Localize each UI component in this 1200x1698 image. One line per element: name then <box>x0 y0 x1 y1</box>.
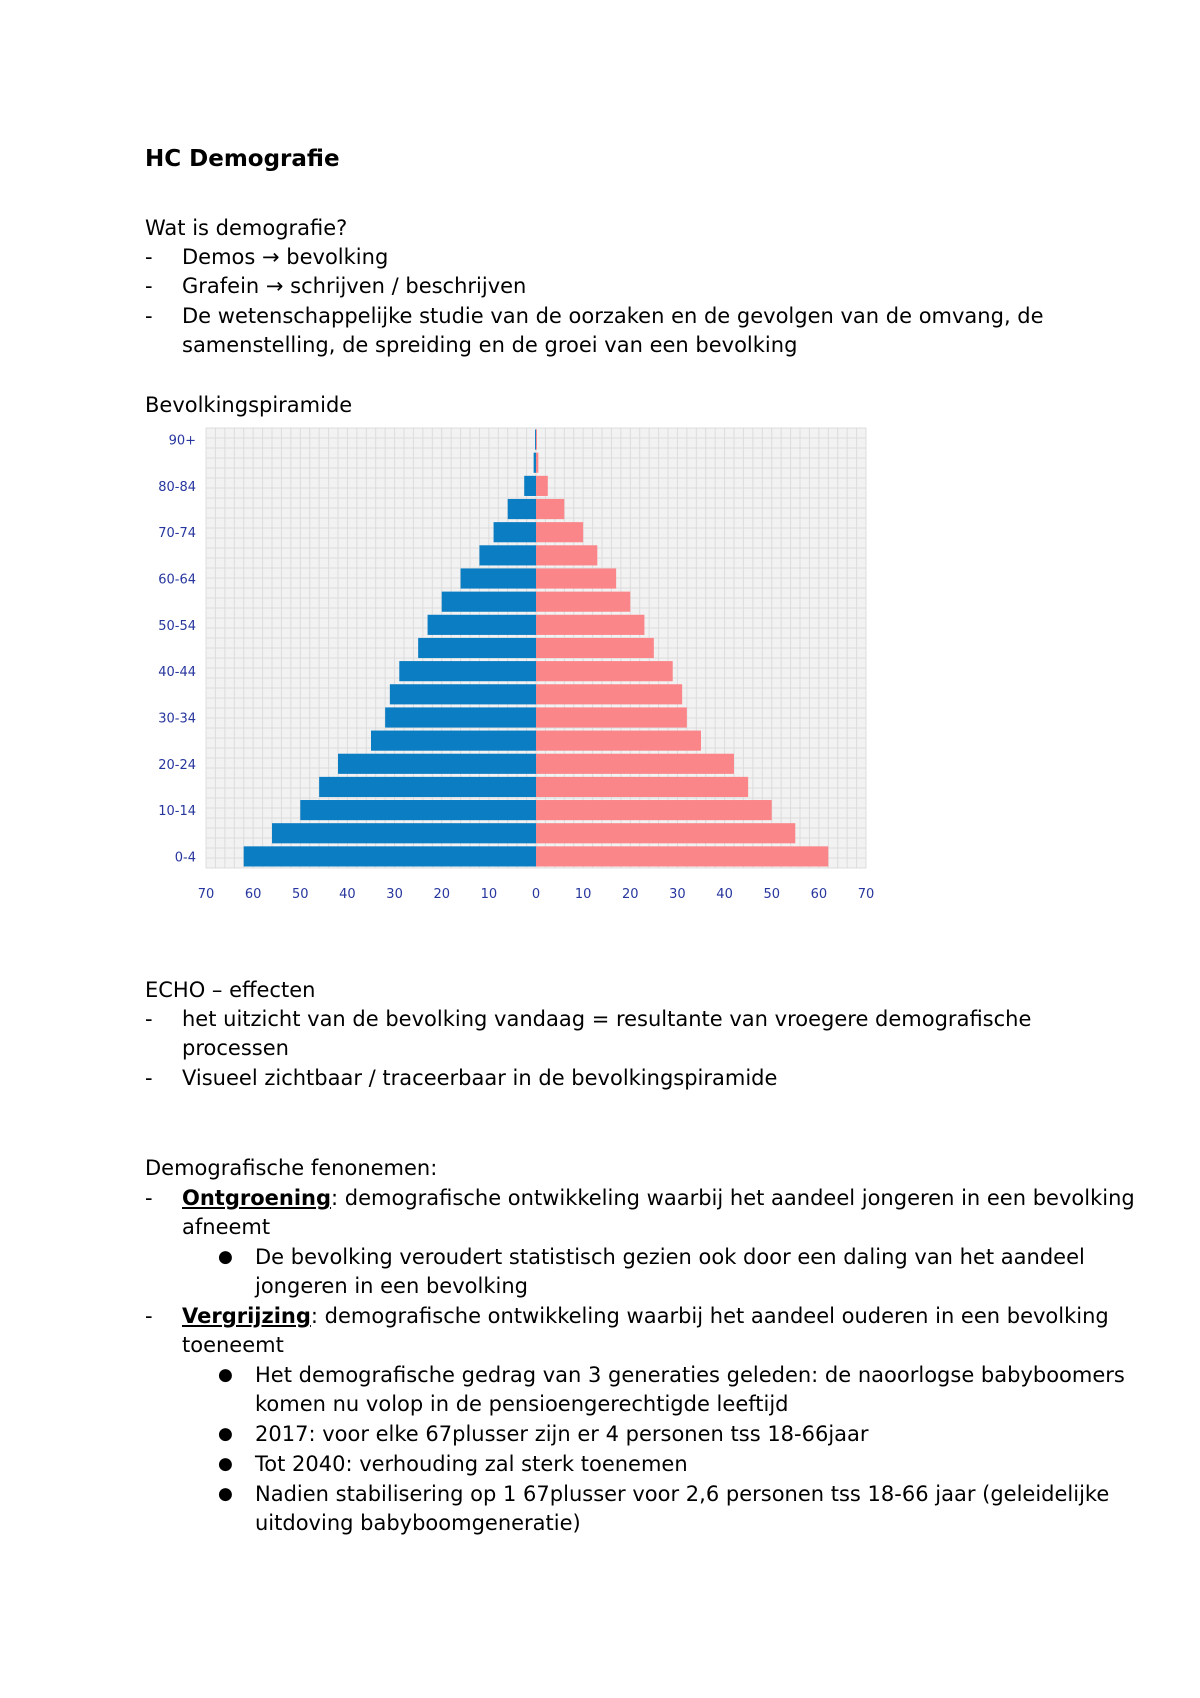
pyramid-bar-right-20-24 <box>536 754 734 774</box>
page-title: HC Demografie <box>145 146 340 172</box>
pyramid-bar-left-30-34 <box>385 707 536 727</box>
bullet-marker: ● <box>218 1454 233 1474</box>
pyramid-bar-left-15-19 <box>319 777 536 797</box>
pyramid-bar-left-75-79 <box>508 499 536 519</box>
age-tick-label: 50-54 <box>158 618 196 634</box>
vergrijzing-definition <box>182 1302 1109 1331</box>
pyramid-bar-right-50-54 <box>536 615 644 635</box>
age-tick-label: 10-14 <box>158 804 196 820</box>
pyramid-bar-right-75-79 <box>536 499 564 519</box>
pyramid-bar-left-20-24 <box>338 754 536 774</box>
x-tick-label: 20 <box>622 887 639 902</box>
pyramid-bar-left-0-4 <box>244 846 536 866</box>
x-tick-label: 20 <box>433 887 450 902</box>
pyramid-bar-right-90+ <box>536 430 537 450</box>
bullet-marker: ● <box>218 1247 233 1267</box>
dash-marker: - <box>145 1007 153 1031</box>
pyramid-bar-right-30-34 <box>536 707 687 727</box>
pyramid-bar-right-65-69 <box>536 545 597 565</box>
age-tick-label: 40-44 <box>158 665 196 681</box>
x-tick-label: 60 <box>244 887 262 902</box>
pyramid-bar-left-90+ <box>535 430 536 450</box>
vergrijzing-continuation: toeneemt <box>182 1333 284 1357</box>
ontgroening-definition <box>182 1184 1135 1213</box>
vergrijzing-bullet-4-line1: Nadien stabilisering op 1 67plusser voor 2,6 personen tss 18-66 jaar (geleidelijke <box>255 1482 1110 1506</box>
x-tick-label: 70 <box>857 887 875 902</box>
age-tick-label: 90+ <box>168 433 196 449</box>
dash-marker: - <box>145 304 153 328</box>
x-tick-label: 30 <box>386 887 403 902</box>
age-tick-label: 70-74 <box>158 526 196 542</box>
x-tick-label: 50 <box>763 887 780 902</box>
vergrijzing-bullet-1-line1: Het demografische gedrag van 3 generaties geleden: de naoorlogse babyboomers <box>255 1363 1125 1387</box>
dash-marker: - <box>145 274 153 298</box>
age-tick-label: 0-4 <box>174 850 196 866</box>
vergrijzing-term: Vergrijzing <box>182 1304 311 1328</box>
pyramid-bar-right-80-84 <box>536 476 548 496</box>
pyramid-bar-left-70-74 <box>494 522 536 542</box>
echo-item-1-line2: processen <box>182 1036 289 1060</box>
pyramid-bar-left-40-44 <box>399 661 536 681</box>
pyramid-bar-right-5-9 <box>536 823 795 843</box>
pyramid-bar-left-25-29 <box>371 731 536 751</box>
pyramid-bar-right-0-4 <box>536 846 828 866</box>
pyramid-bar-right-35-39 <box>536 684 682 704</box>
pyramid-bar-right-25-29 <box>536 731 701 751</box>
intro-item-grafein: Grafein → schrijven / beschrijven <box>182 274 527 298</box>
x-tick-label: 10 <box>480 887 498 902</box>
age-tick-label: 80-84 <box>158 479 196 495</box>
ontgroening-term: Ontgroening <box>182 1186 332 1210</box>
vergrijzing-bullet-4-line2: uitdoving babyboomgeneratie) <box>255 1511 581 1535</box>
dash-marker: - <box>145 1304 153 1328</box>
x-tick-label: 70 <box>197 887 215 902</box>
pyramid-bar-left-45-49 <box>418 638 536 658</box>
pyramid-heading: Bevolkingspiramide <box>145 393 353 417</box>
pyramid-bar-left-80-84 <box>524 476 536 496</box>
dash-marker: - <box>145 245 153 269</box>
x-tick-label: 0 <box>531 887 541 902</box>
age-tick-labels <box>158 434 196 866</box>
x-tick-label: 50 <box>292 887 309 902</box>
bullet-marker: ● <box>218 1365 233 1385</box>
intro-heading: Wat is demografie? <box>145 216 348 240</box>
pyramid-bar-right-15-19 <box>536 777 748 797</box>
population-pyramid-chart <box>140 420 880 910</box>
intro-item-demos: Demos → bevolking <box>182 245 389 269</box>
bullet-marker: ● <box>218 1484 233 1504</box>
x-tick-label: 60 <box>810 887 828 902</box>
pyramid-bar-right-70-74 <box>536 522 583 542</box>
pyramid-bar-left-50-54 <box>428 615 536 635</box>
pyramid-bar-right-85-89 <box>536 453 538 473</box>
bullet-marker: ● <box>218 1424 233 1444</box>
pyramid-bar-left-85-89 <box>534 453 536 473</box>
dash-marker: - <box>145 1186 153 1210</box>
pyramid-bar-right-45-49 <box>536 638 654 658</box>
x-tick-label: 40 <box>716 887 733 902</box>
x-tick-label: 30 <box>669 887 686 902</box>
age-tick-label: 60-64 <box>158 572 196 588</box>
ontgroening-text: : demografische ontwikkeling waarbij het aandeel jongeren in een bevolking <box>331 1186 1135 1210</box>
pyramid-bar-left-35-39 <box>390 684 536 704</box>
vergrijzing-bullet-1-line2: komen nu volop in de pensioengerechtigde leeftijd <box>255 1392 789 1416</box>
echo-item-1-line1: het uitzicht van de bevolking vandaag = resultante van vroegere demografische <box>182 1007 1032 1031</box>
pyramid-bar-left-65-69 <box>479 545 536 565</box>
vergrijzing-bullet-3: Tot 2040: verhouding zal sterk toenemen <box>255 1452 688 1476</box>
vergrijzing-text: : demografische ontwikkeling waarbij het aandeel ouderen in een bevolking <box>310 1304 1109 1328</box>
echo-heading: ECHO – effecten <box>145 978 316 1002</box>
intro-item-definition-line1: De wetenschappelijke studie van de oorzaken en de gevolgen van de omvang, de <box>182 304 1044 328</box>
ontgroening-bullet-line2: jongeren in een bevolking <box>255 1274 528 1298</box>
age-tick-label: 30-34 <box>158 711 196 727</box>
pyramid-bar-left-60-64 <box>461 568 536 588</box>
dash-marker: - <box>145 1066 153 1090</box>
echo-item-2: Visueel zichtbaar / traceerbaar in de bevolkingspiramide <box>182 1066 778 1090</box>
pyramid-bar-left-55-59 <box>442 592 536 612</box>
pyramid-bar-right-40-44 <box>536 661 673 681</box>
ontgroening-bullet-line1: De bevolking veroudert statistisch gezien ook door een daling van het aandeel <box>255 1245 1085 1269</box>
age-tick-label: 20-24 <box>158 757 196 773</box>
x-tick-label: 40 <box>339 887 356 902</box>
pyramid-bar-left-10-14 <box>300 800 536 820</box>
x-tick-labels <box>198 887 875 902</box>
intro-item-definition-line2: samenstelling, de spreiding en de groei van een bevolking <box>182 333 798 357</box>
phenomena-heading: Demografische fenonemen: <box>145 1156 438 1180</box>
pyramid-bar-right-10-14 <box>536 800 772 820</box>
pyramid-bar-left-5-9 <box>272 823 536 843</box>
pyramid-bar-right-55-59 <box>536 592 630 612</box>
vergrijzing-bullet-2: 2017: voor elke 67plusser zijn er 4 personen tss 18-66jaar <box>255 1422 869 1446</box>
ontgroening-continuation: afneemt <box>182 1215 271 1239</box>
pyramid-bar-right-60-64 <box>536 568 616 588</box>
x-tick-label: 10 <box>574 887 592 902</box>
